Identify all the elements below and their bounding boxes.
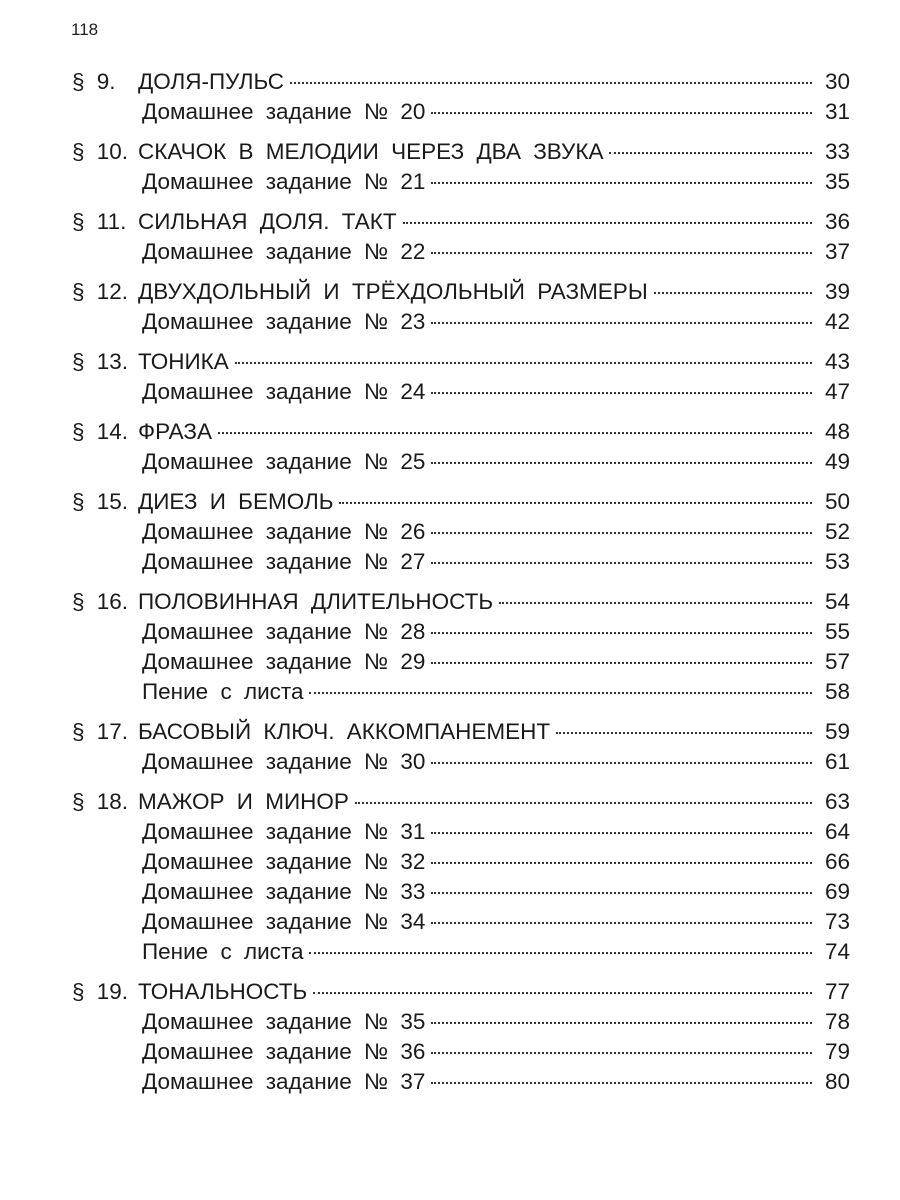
dot-leader	[218, 432, 812, 434]
entry-page: 37	[824, 239, 850, 264]
toc-section-heading[interactable]	[72, 586, 850, 617]
toc-section	[72, 276, 850, 337]
toc-entry[interactable]	[72, 1037, 850, 1067]
entry-title: Домашнее задание № 23	[142, 309, 426, 334]
entry-page: 64	[824, 819, 850, 844]
section-page: 59	[824, 719, 850, 744]
dot-leader	[355, 802, 812, 804]
section-number: § 18.	[72, 789, 129, 814]
section-title: СКАЧОК В МЕЛОДИИ ЧЕРЕЗ ДВА ЗВУКА	[138, 139, 604, 164]
dot-leader	[431, 252, 812, 254]
toc-entry[interactable]	[72, 677, 850, 707]
dot-leader	[290, 82, 812, 84]
toc-section-heading[interactable]	[72, 66, 850, 97]
section-page: 43	[824, 349, 850, 374]
toc-section	[72, 206, 850, 267]
toc-entry[interactable]	[72, 907, 850, 937]
dot-leader	[431, 532, 812, 534]
dot-leader	[431, 862, 812, 864]
toc-entry[interactable]	[72, 547, 850, 577]
entry-page: 57	[824, 649, 850, 674]
entry-page: 42	[824, 309, 850, 334]
page-number: 118	[71, 20, 99, 39]
section-title: ДИЕЗ И БЕМОЛЬ	[138, 489, 334, 514]
section-title: ДВУХДОЛЬНЫЙ И ТРЁХДОЛЬНЫЙ РАЗМЕРЫ	[138, 279, 648, 304]
entry-page: 74	[824, 939, 850, 964]
toc-entry[interactable]	[72, 877, 850, 907]
dot-leader	[556, 732, 812, 734]
entry-page: 73	[824, 909, 850, 934]
section-title: МАЖОР И МИНОР	[138, 789, 349, 814]
section-number: § 12.	[72, 279, 129, 304]
entry-title: Домашнее задание № 22	[142, 239, 426, 264]
dot-leader	[431, 892, 812, 894]
toc-section	[72, 976, 850, 1097]
entry-title: Домашнее задание № 30	[142, 749, 426, 774]
entry-title: Домашнее задание № 32	[142, 849, 426, 874]
section-number: § 10.	[72, 139, 129, 164]
section-title: СИЛЬНАЯ ДОЛЯ. ТАКТ	[138, 209, 397, 234]
toc-entry[interactable]	[72, 1007, 850, 1037]
section-number: § 15.	[72, 489, 129, 514]
dot-leader	[431, 1052, 812, 1054]
dot-leader	[431, 762, 812, 764]
dot-leader	[309, 952, 812, 954]
toc-entry[interactable]	[72, 1067, 850, 1097]
section-page: 48	[824, 419, 850, 444]
toc-entry[interactable]	[72, 817, 850, 847]
toc-section	[72, 586, 850, 707]
toc-section	[72, 66, 850, 127]
entry-page: 55	[824, 619, 850, 644]
dot-leader	[235, 362, 812, 364]
dot-leader	[654, 292, 812, 294]
toc-section	[72, 716, 850, 777]
toc-section	[72, 416, 850, 477]
toc-entry[interactable]	[72, 97, 850, 127]
toc-section-heading[interactable]	[72, 416, 850, 447]
section-number: § 17.	[72, 719, 129, 744]
toc-entry[interactable]	[72, 377, 850, 407]
section-page: 39	[824, 279, 850, 304]
toc-entry[interactable]	[72, 647, 850, 677]
section-number: § 16.	[72, 589, 129, 614]
toc-entry[interactable]	[72, 167, 850, 197]
entry-page: 47	[824, 379, 850, 404]
toc-entry[interactable]	[72, 617, 850, 647]
dot-leader	[431, 462, 812, 464]
toc-section	[72, 136, 850, 197]
dot-leader	[609, 152, 812, 154]
section-number: § 14.	[72, 419, 129, 444]
entry-title: Домашнее задание № 28	[142, 619, 426, 644]
dot-leader	[431, 1082, 812, 1084]
toc-entry[interactable]	[72, 447, 850, 477]
entry-page: 58	[824, 679, 850, 704]
entry-page: 80	[824, 1069, 850, 1094]
entry-page: 31	[824, 99, 850, 124]
entry-page: 61	[824, 749, 850, 774]
section-title: ПОЛОВИННАЯ ДЛИТЕЛЬНОСТЬ	[138, 589, 494, 614]
entry-page: 66	[824, 849, 850, 874]
dot-leader	[431, 922, 812, 924]
dot-leader	[313, 992, 812, 994]
section-page: 30	[824, 69, 850, 94]
entry-page: 78	[824, 1009, 850, 1034]
section-page: 77	[824, 979, 850, 1004]
entry-title: Домашнее задание № 36	[142, 1039, 426, 1064]
entry-title: Домашнее задание № 33	[142, 879, 426, 904]
dot-leader	[431, 112, 812, 114]
entry-title: Домашнее задание № 25	[142, 449, 426, 474]
entry-title: Пение с листа	[142, 939, 304, 964]
entry-title: Домашнее задание № 21	[142, 169, 426, 194]
entry-title: Домашнее задание № 37	[142, 1069, 426, 1094]
entry-title: Домашнее задание № 35	[142, 1009, 426, 1034]
toc-entry[interactable]	[72, 747, 850, 777]
toc-entry[interactable]	[72, 517, 850, 547]
table-of-contents	[72, 66, 850, 1106]
dot-leader	[431, 182, 812, 184]
section-number: § 9.	[72, 69, 116, 94]
toc-section	[72, 486, 850, 577]
toc-section-heading[interactable]	[72, 276, 850, 307]
entry-title: Домашнее задание № 26	[142, 519, 426, 544]
entry-page: 79	[824, 1039, 850, 1064]
entry-title: Домашнее задание № 34	[142, 909, 426, 934]
entry-page: 49	[824, 449, 850, 474]
toc-section-heading[interactable]	[72, 716, 850, 747]
toc-entry[interactable]	[72, 937, 850, 967]
section-number: § 13.	[72, 349, 129, 374]
entry-title: Пение с листа	[142, 679, 304, 704]
entry-title: Домашнее задание № 24	[142, 379, 426, 404]
section-title: ТОНИКА	[138, 349, 229, 374]
entry-title: Домашнее задание № 29	[142, 649, 426, 674]
entry-page: 53	[824, 549, 850, 574]
toc-section-heading[interactable]	[72, 346, 850, 377]
toc-entry[interactable]	[72, 237, 850, 267]
section-page: 33	[824, 139, 850, 164]
section-page: 50	[824, 489, 850, 514]
section-title: ДОЛЯ-ПУЛЬС	[138, 69, 284, 94]
toc-section-heading[interactable]	[72, 786, 850, 817]
dot-leader	[431, 1022, 812, 1024]
entry-title: Домашнее задание № 20	[142, 99, 426, 124]
entry-page: 52	[824, 519, 850, 544]
section-number: § 11.	[72, 209, 127, 234]
dot-leader	[309, 692, 812, 694]
section-number: § 19.	[72, 979, 129, 1004]
toc-section-heading[interactable]	[72, 206, 850, 237]
dot-leader	[431, 632, 812, 634]
section-page: 54	[824, 589, 850, 614]
section-title: ТОНАЛЬНОСТЬ	[138, 979, 308, 1004]
entry-page: 69	[824, 879, 850, 904]
dot-leader	[403, 222, 812, 224]
dot-leader	[431, 392, 812, 394]
dot-leader	[339, 502, 812, 504]
entry-page: 35	[824, 169, 850, 194]
dot-leader	[431, 832, 812, 834]
section-title: ФРАЗА	[138, 419, 212, 444]
section-title: БАСОВЫЙ КЛЮЧ. АККОМПАНЕМЕНТ	[138, 719, 551, 744]
toc-entry[interactable]	[72, 307, 850, 337]
toc-entry[interactable]	[72, 847, 850, 877]
toc-section	[72, 786, 850, 967]
toc-section-heading[interactable]	[72, 486, 850, 517]
entry-title: Домашнее задание № 31	[142, 819, 426, 844]
dot-leader	[431, 322, 812, 324]
dot-leader	[499, 602, 812, 604]
section-page: 63	[824, 789, 850, 814]
toc-section	[72, 346, 850, 407]
dot-leader	[431, 562, 812, 564]
entry-title: Домашнее задание № 27	[142, 549, 426, 574]
section-page: 36	[824, 209, 850, 234]
toc-section-heading[interactable]	[72, 976, 850, 1007]
toc-section-heading[interactable]	[72, 136, 850, 167]
dot-leader	[431, 662, 812, 664]
